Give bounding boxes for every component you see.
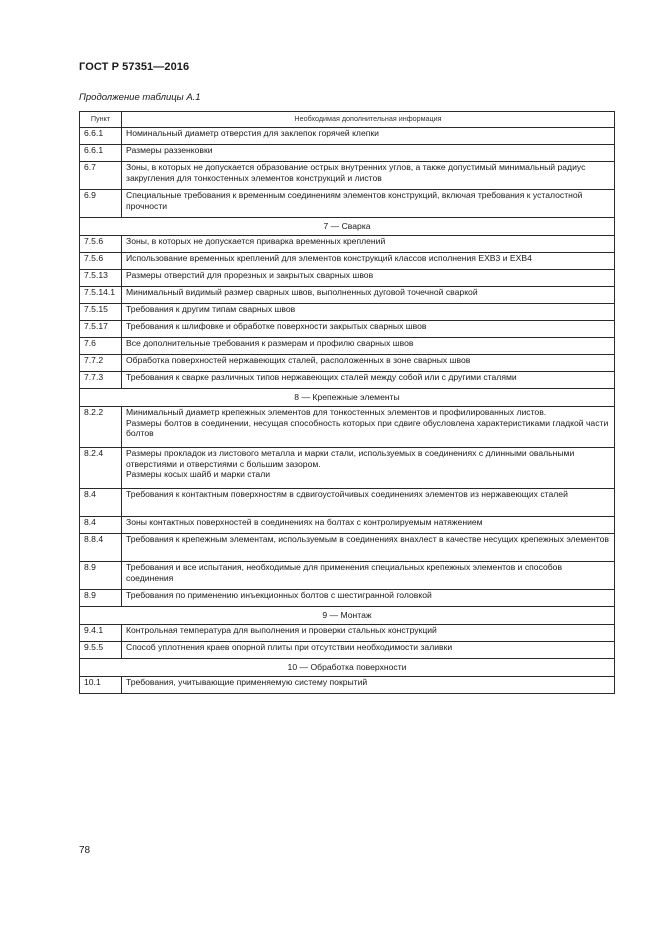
requirement-text: Требования, учитывающие применяемую систему покрытий bbox=[122, 677, 615, 694]
requirement-text: Размеры раззенковки bbox=[122, 145, 615, 162]
requirement-text: Размеры прокладок из листового металла и марки стали, используемых в соединениях с длинными овальными отверстиями и отверстиями с большим зазором. Размеры косых шайб и марки стали bbox=[122, 448, 615, 489]
table-row bbox=[80, 448, 615, 489]
table-row bbox=[80, 562, 615, 590]
clause-number: 8.4 bbox=[80, 489, 122, 517]
table-row bbox=[80, 145, 615, 162]
table-row bbox=[80, 642, 615, 659]
clause-number: 7.6 bbox=[80, 338, 122, 355]
table-row bbox=[80, 517, 615, 534]
requirement-text: Требования к шлифовке и обработке поверхности закрытых сварных швов bbox=[122, 321, 615, 338]
clause-number: 6.6.1 bbox=[80, 128, 122, 145]
table-row bbox=[80, 534, 615, 562]
requirements-table bbox=[79, 111, 615, 694]
table-row bbox=[80, 190, 615, 218]
clause-number: 10.1 bbox=[80, 677, 122, 694]
clause-number: 7.5.14.1 bbox=[80, 287, 122, 304]
requirement-text: Зоны, в которых не допускается приварка временных креплений bbox=[122, 236, 615, 253]
clause-number: 7.7.3 bbox=[80, 372, 122, 389]
requirement-text: Зоны, в которых не допускается образование острых внутренних углов, а также допустимый минимальный радиус закругления для тонкостенных элементов конструкций и листов bbox=[122, 162, 615, 190]
section-header-row bbox=[80, 607, 615, 625]
clause-number: 7.5.6 bbox=[80, 253, 122, 270]
clause-number: 8.2.4 bbox=[80, 448, 122, 489]
column-header-info: Необходимая дополнительная информация bbox=[122, 112, 615, 128]
clause-number: 7.5.15 bbox=[80, 304, 122, 321]
requirement-text: Размеры отверстий для прорезных и закрытых сварных швов bbox=[122, 270, 615, 287]
clause-number: 9.5.5 bbox=[80, 642, 122, 659]
requirement-text: Требования и все испытания, необходимые для применения специальных крепежных элементов и способов соединения bbox=[122, 562, 615, 590]
clause-number: 7.5.17 bbox=[80, 321, 122, 338]
requirement-text: Минимальный диаметр крепежных элементов для тонкостенных элементов и профилированных листов. Размеры болтов в соединении, несущая способность которых при сдвиге обусловлена характеристиками гладкой части болтов bbox=[122, 407, 615, 448]
table-row bbox=[80, 489, 615, 517]
requirement-text: Требования к крепежным элементам, используемым в соединениях внахлест в качестве несущих крепежных элементов bbox=[122, 534, 615, 562]
clause-number: 6.9 bbox=[80, 190, 122, 218]
clause-number: 6.6.1 bbox=[80, 145, 122, 162]
clause-number: 6.7 bbox=[80, 162, 122, 190]
clause-number: 8.9 bbox=[80, 590, 122, 607]
table-row bbox=[80, 321, 615, 338]
clause-number: 7.7.2 bbox=[80, 355, 122, 372]
page-number: 78 bbox=[79, 845, 91, 856]
requirement-text: Минимальный видимый размер сварных швов, выполненных дуговой точечной сваркой bbox=[122, 287, 615, 304]
clause-number: 8.8.4 bbox=[80, 534, 122, 562]
requirement-text: Требования по применению инъекционных болтов с шестигранной головкой bbox=[122, 590, 615, 607]
section-header-row bbox=[80, 389, 615, 407]
section-header-row bbox=[80, 218, 615, 236]
table-row bbox=[80, 372, 615, 389]
requirement-text: Контрольная температура для выполнения и проверки стальных конструкций bbox=[122, 625, 615, 642]
table-row bbox=[80, 236, 615, 253]
table-row bbox=[80, 253, 615, 270]
document-title: ГОСТ Р 57351—2016 bbox=[79, 61, 190, 73]
requirement-text: Требования к сварке различных типов нержавеющих сталей между собой или с другими сталями bbox=[122, 372, 615, 389]
table-header-row bbox=[80, 112, 615, 128]
section-title: 7 — Сварка bbox=[80, 218, 615, 236]
requirement-text: Использование временных креплений для элементов конструкций классов исполнения ЕХВ3 и ЕХВ4 bbox=[122, 253, 615, 270]
table-row bbox=[80, 338, 615, 355]
table-row bbox=[80, 304, 615, 321]
table-row bbox=[80, 677, 615, 694]
table-row bbox=[80, 625, 615, 642]
section-header-row bbox=[80, 659, 615, 677]
section-title: 8 — Крепежные элементы bbox=[80, 389, 615, 407]
table-row bbox=[80, 287, 615, 304]
clause-number: 8.4 bbox=[80, 517, 122, 534]
column-header-clause: Пункт bbox=[80, 112, 122, 128]
requirement-text: Требования к контактным поверхностям в сдвигоустойчивых соединениях элементов из нержавеющих сталей bbox=[122, 489, 615, 517]
table-row bbox=[80, 270, 615, 287]
table-row bbox=[80, 590, 615, 607]
clause-number: 7.5.6 bbox=[80, 236, 122, 253]
clause-number: 8.9 bbox=[80, 562, 122, 590]
table-row bbox=[80, 355, 615, 372]
requirement-text: Способ уплотнения краев опорной плиты при отсутствии необходимости заливки bbox=[122, 642, 615, 659]
table-row bbox=[80, 407, 615, 448]
section-title: 9 — Монтаж bbox=[80, 607, 615, 625]
section-title: 10 — Обработка поверхности bbox=[80, 659, 615, 677]
table-row bbox=[80, 162, 615, 190]
table-row bbox=[80, 128, 615, 145]
requirement-text: Номинальный диаметр отверстия для заклепок горячей клепки bbox=[122, 128, 615, 145]
clause-number: 8.2.2 bbox=[80, 407, 122, 448]
requirement-text: Зоны контактных поверхностей в соединениях на болтах с контролируемым натяжением bbox=[122, 517, 615, 534]
requirement-text: Требования к другим типам сварных швов bbox=[122, 304, 615, 321]
requirement-text: Все дополнительные требования к размерам и профилю сварных швов bbox=[122, 338, 615, 355]
requirement-text: Обработка поверхностей нержавеющих сталей, расположенных в зоне сварных швов bbox=[122, 355, 615, 372]
clause-number: 7.5.13 bbox=[80, 270, 122, 287]
table-caption: Продолжение таблицы А.1 bbox=[79, 92, 201, 103]
clause-number: 9.4.1 bbox=[80, 625, 122, 642]
requirement-text: Специальные требования к временным соединениям элементов конструкций, включая требования к усталостной прочности bbox=[122, 190, 615, 218]
